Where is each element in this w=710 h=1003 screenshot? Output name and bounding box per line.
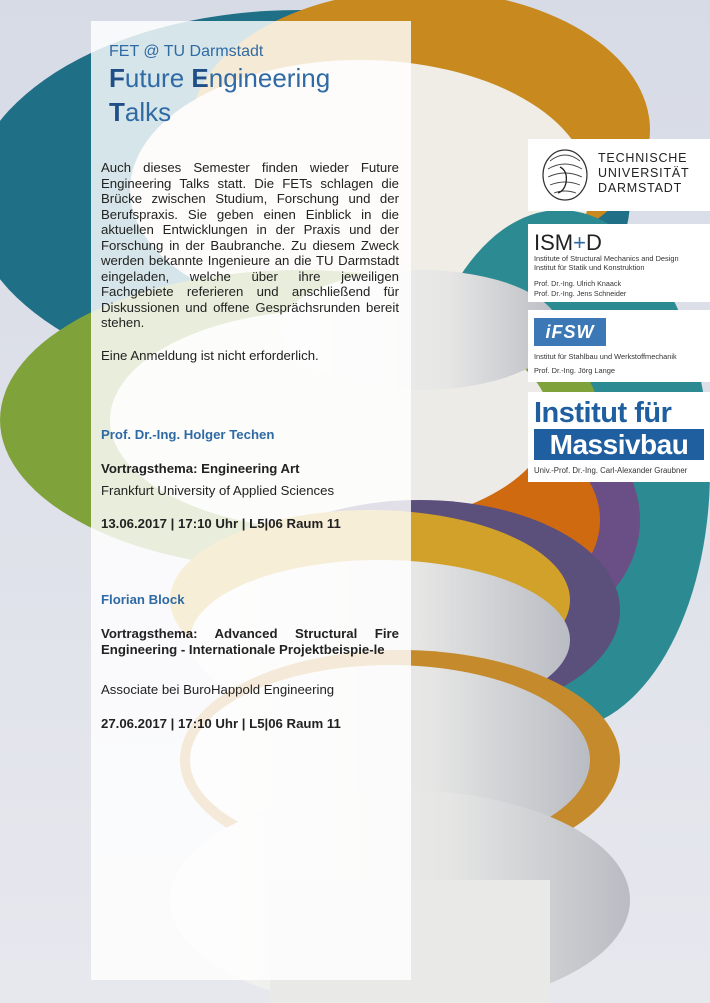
tud-line-1: TECHNISCHE: [598, 151, 688, 165]
intro-paragraph: Auch dieses Semester finden wieder Future Engineering Talks statt. Die FETs schlagen die Brücke zwischen Studium, Forschung und der Berufspraxis. Sie geben einen Einblick in die aktuellen Entwicklungen in der Praxis und der Forschung in der Baubranche. Zu diesem Zweck werden bekannte Ingenieure an die TU Darmstadt eingeladen, welche über ihre jeweiligen Fachgebiete referieren und anschließend für Diskussionen und offene Gesprächsrunden bereit stehen.: [101, 160, 399, 330]
page-title: [109, 61, 330, 129]
ism-subtitle: [534, 254, 679, 272]
title-initial-f: F: [109, 63, 125, 93]
athena-head-icon: [538, 147, 592, 203]
massivbau-logo: [528, 392, 710, 482]
title-line-1: [109, 61, 330, 95]
ism-d-logo: [528, 224, 710, 302]
talk-2-topic: Vortragsthema: Advanced Structural Fire Engineering - Internationale Projektbeispie-le: [101, 626, 399, 657]
ism-sub-1: Institute of Structural Mechanics and Design: [534, 254, 679, 263]
ifsw-badge: iFSW: [534, 318, 606, 346]
talk-1-speaker: Prof. Dr.-Ing. Holger Techen: [101, 427, 275, 442]
ifsw-institute: Institut für Stahlbau und Werkstoffmechanik: [534, 352, 677, 361]
ism-prof-1: Prof. Dr.-Ing. Ulrich Knaack: [534, 279, 622, 288]
tud-line-2: UNIVERSITÄT: [598, 166, 690, 180]
title-word-future: uture: [124, 63, 192, 93]
talk-1-topic: Vortragsthema: Engineering Art: [101, 461, 300, 476]
title-word-talks: alks: [124, 97, 172, 127]
massivbau-professor: Univ.-Prof. Dr.-Ing. Carl-Alexander Graubner: [534, 466, 688, 475]
title-word-engineering: ngineering: [208, 63, 331, 93]
talk-1-date: 13.06.2017 | 17:10 Uhr | L5|06 Raum 11: [101, 516, 341, 531]
massivbau-line-1: Institut für: [534, 397, 672, 429]
talk-2-affiliation: Associate bei BuroHappold Engineering: [101, 682, 335, 697]
talk-2-date: 27.06.2017 | 17:10 Uhr | L5|06 Raum 11: [101, 716, 341, 731]
ism-name-plus: +: [573, 230, 586, 255]
intro-text: [101, 160, 399, 331]
ism-professors: [534, 279, 626, 299]
text-panel: [91, 21, 411, 980]
title-line-2: [109, 95, 330, 129]
ifsw-professor: Prof. Dr.-Ing. Jörg Lange: [534, 366, 615, 375]
title-initial-t: T: [109, 97, 125, 127]
registration-note: Eine Anmeldung ist nicht erforderlich.: [101, 348, 319, 363]
talk-2-speaker: Florian Block: [101, 592, 185, 607]
ism-sub-2: Institut für Statik und Konstruktion: [534, 263, 645, 272]
tu-darmstadt-logo: [528, 139, 710, 211]
ism-prof-2: Prof. Dr.-Ing. Jens Schneider: [534, 289, 627, 298]
tud-line-3: DARMSTADT: [598, 181, 683, 195]
massivbau-line-2: Massivbau: [534, 429, 704, 460]
tud-wordmark: [598, 151, 689, 196]
talk-1-affiliation: Frankfurt University of Applied Sciences: [101, 483, 335, 498]
title-initial-e: E: [191, 63, 209, 93]
ism-d-wordmark: [534, 230, 602, 256]
ifsw-logo: [528, 310, 710, 382]
ism-name-b: D: [585, 230, 602, 255]
event-kicker: FET @ TU Darmstadt: [109, 43, 264, 60]
ism-name-a: ISM: [534, 230, 574, 255]
